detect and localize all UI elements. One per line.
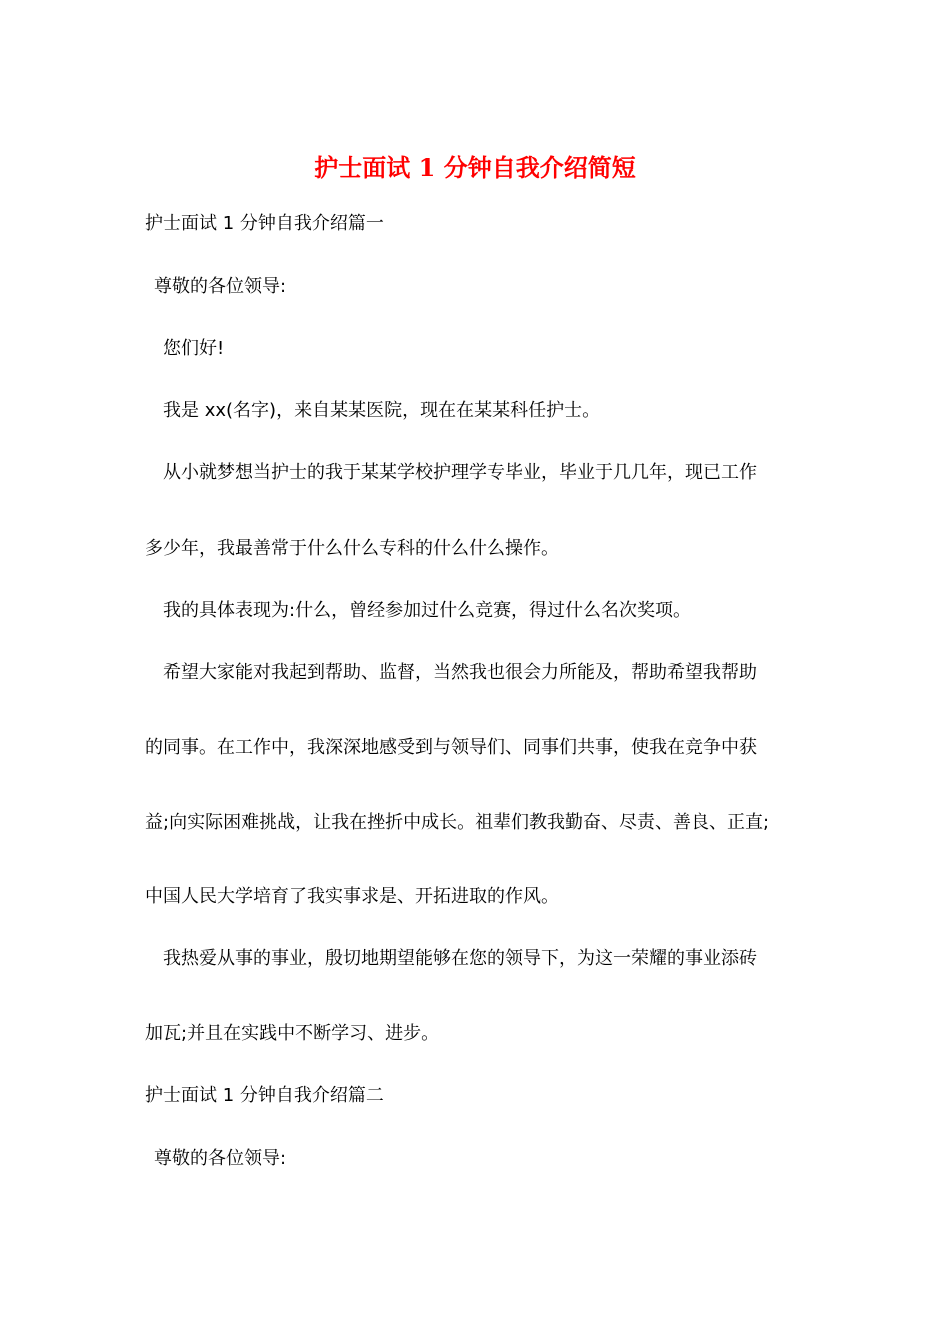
paragraph-line: 益;向实际困难挑战，让我在挫折中成长。祖辈们教我勤奋、尽责、善良、正直; [145,812,770,833]
greeting-line: 您们好! [163,338,225,359]
paragraph-line: 希望大家能对我起到帮助、监督，当然我也很会力所能及，帮助希望我帮助 [163,662,757,683]
salutation-line: 尊敬的各位领导: [154,276,287,297]
document-title: 护士面试 1 分钟自我介绍简短 [314,153,636,182]
paragraph-line: 中国人民大学培育了我实事求是、开拓进取的作风。 [145,886,559,907]
paragraph-line: 我的具体表现为:什么，曾经参加过什么竞赛，得过什么名次奖项。 [163,600,692,621]
paragraph-line: 的同事。在工作中，我深深地感受到与领导们、同事们共事，使我在竞争中获 [145,737,757,758]
paragraph-line: 我是 xx(名字)，来自某某医院，现在在某某科任护士。 [163,400,601,421]
salutation-line: 尊敬的各位领导: [154,1148,287,1169]
section-heading-2: 护士面试 1 分钟自我介绍篇二 [145,1085,384,1106]
paragraph-line: 加瓦;并且在实践中不断学习、进步。 [145,1023,440,1044]
paragraph-line: 我热爱从事的事业，殷切地期望能够在您的领导下，为这一荣耀的事业添砖 [163,948,757,969]
section-heading-1: 护士面试 1 分钟自我介绍篇一 [145,213,384,234]
paragraph-line: 从小就梦想当护士的我于某某学校护理学专毕业，毕业于几几年，现已工作 [163,462,757,483]
paragraph-line: 多少年，我最善常于什么什么专科的什么什么操作。 [145,538,559,559]
